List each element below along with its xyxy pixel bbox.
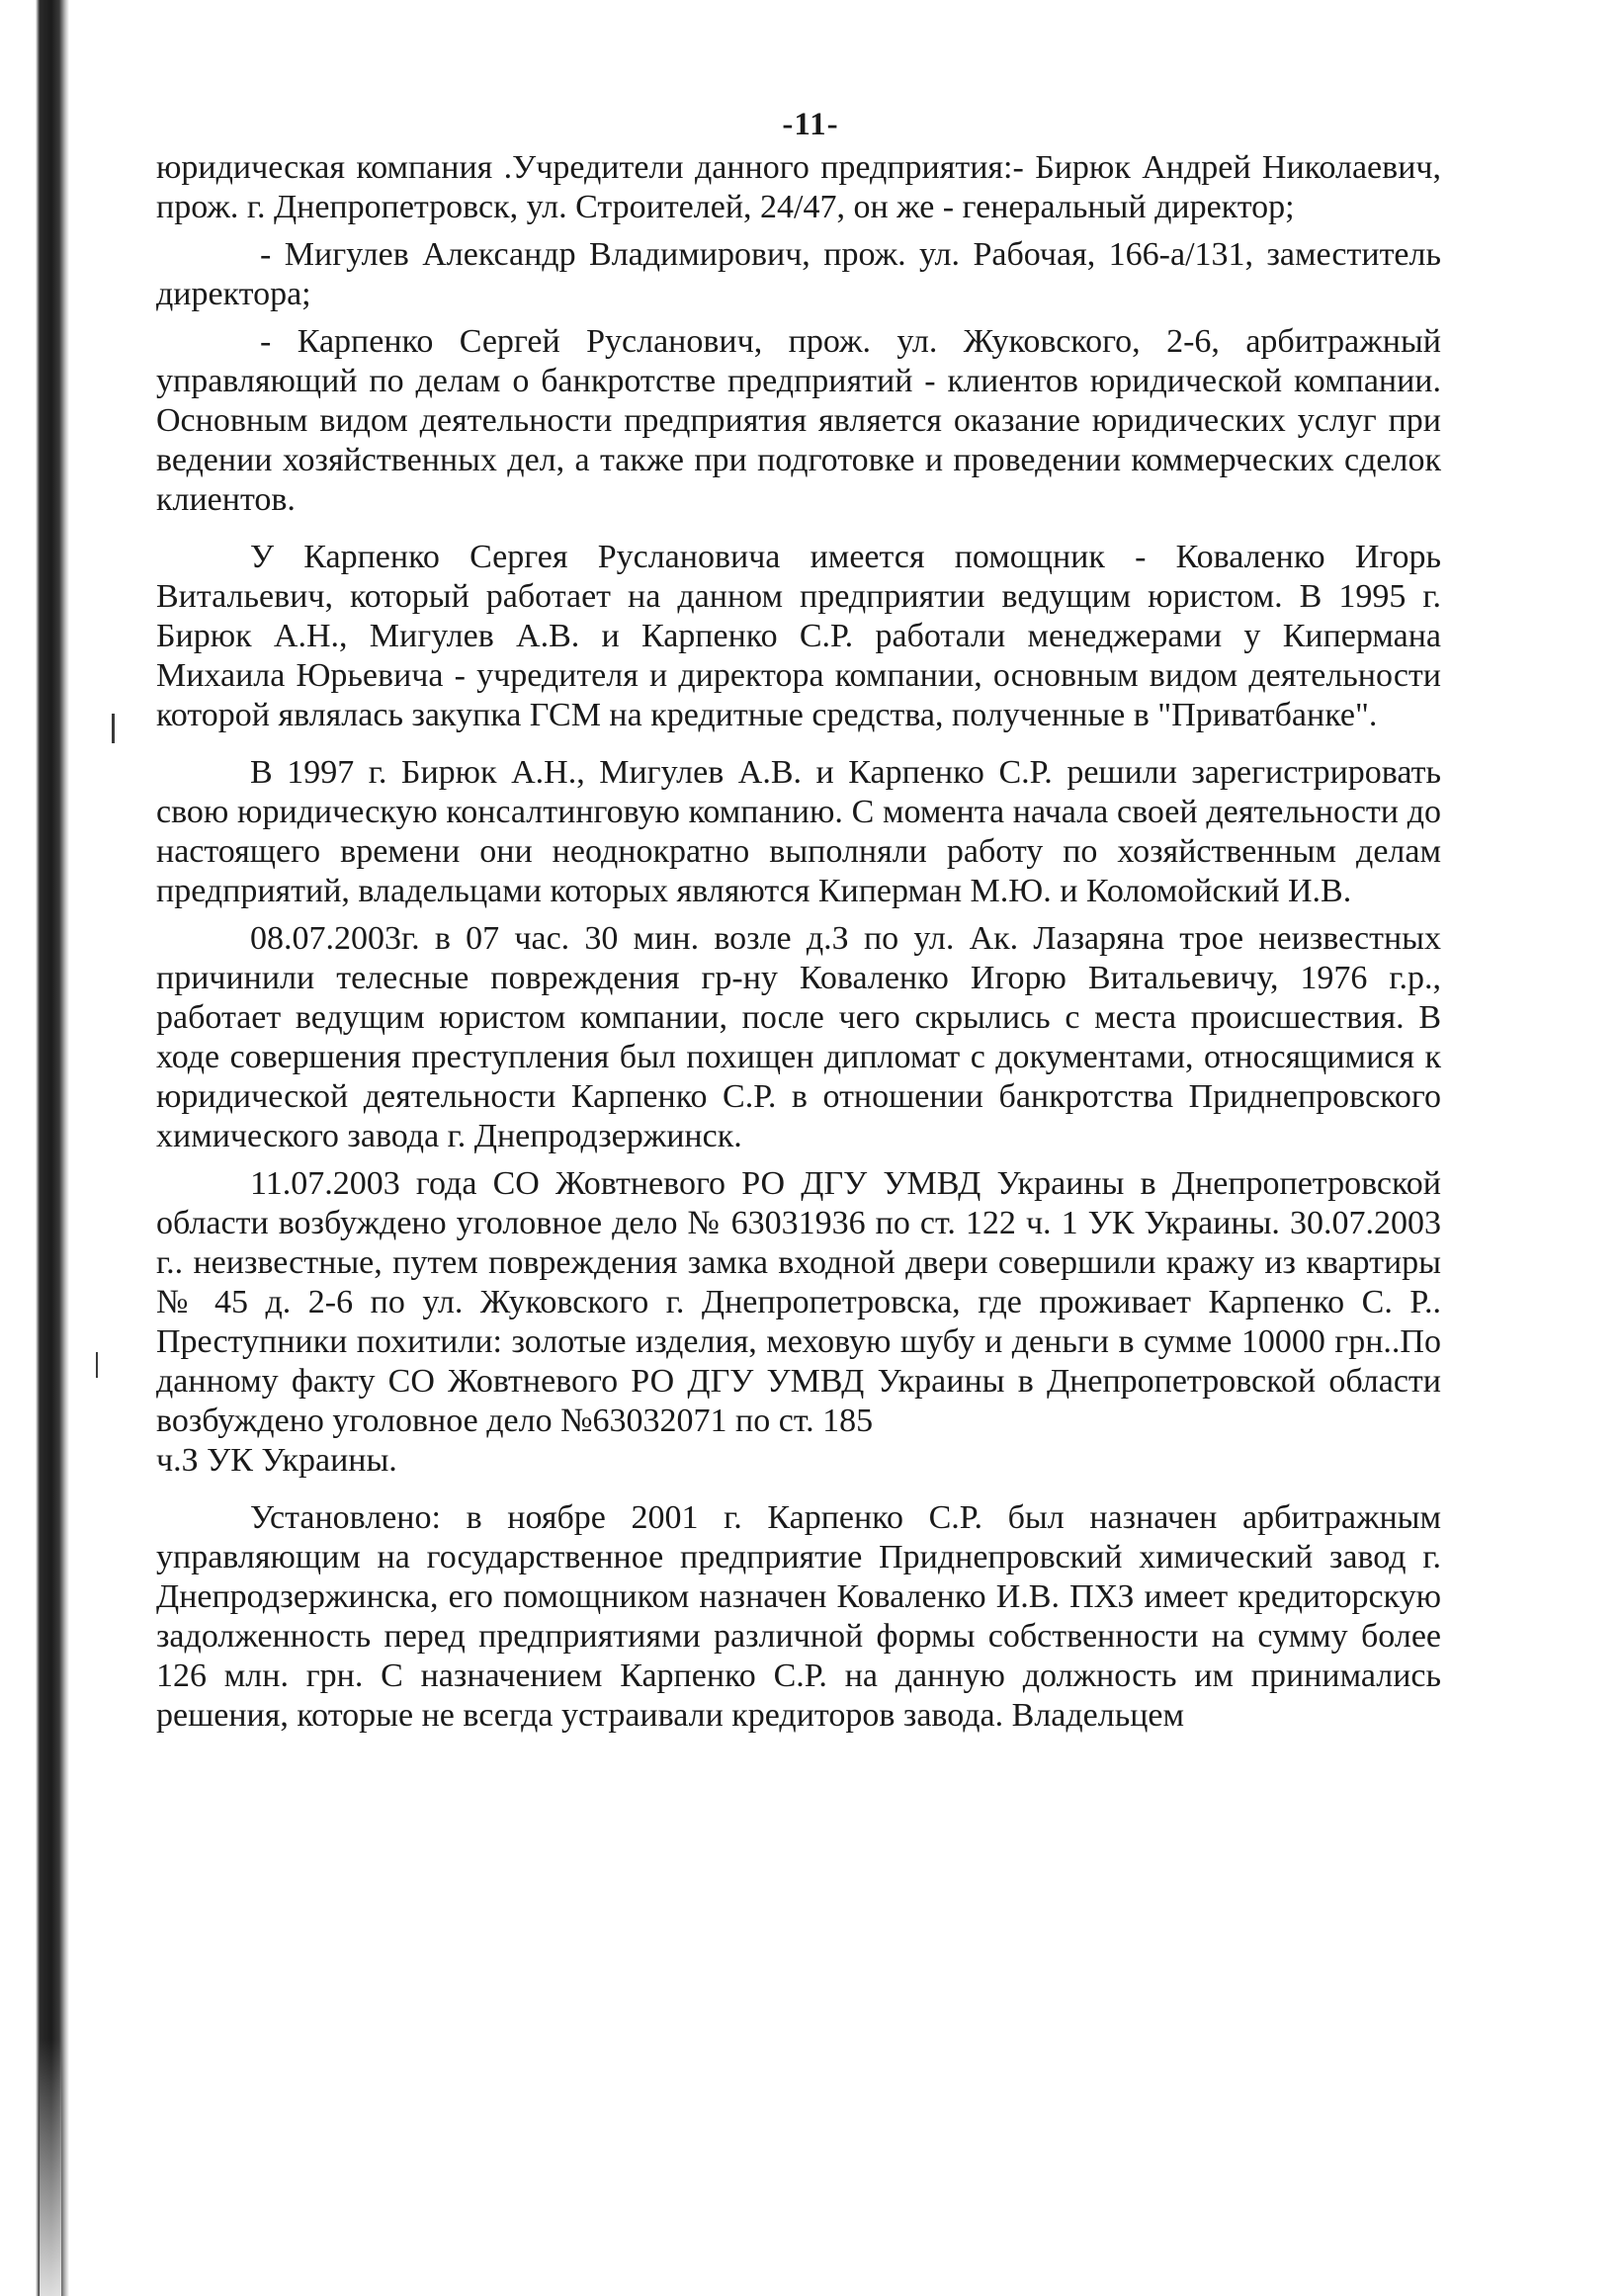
scan-binding-edge <box>0 0 69 2296</box>
margin-pen-mark <box>96 1352 98 1378</box>
margin-pen-mark <box>112 714 115 743</box>
page-number: -11- <box>782 107 839 142</box>
paragraph-established-facts: Установлено: в ноябре 2001 г. Карпенко С.Р. был назначен арбитражным управляющим на государственное предприятие Приднепровский химический завод г. Днепродзержинска, его помощником назначен Коваленко И.В. ПХЗ имеет кредиторскую задолженность перед предприятиями различной формы собственности на сумму более 126 млн. грн. С назначением Карпенко С.Р. на данную должность им принимались решения, которые не всегда устраивали кредиторов завода. Владельцем <box>156 1499 1441 1734</box>
paragraph-assault-incident: 08.07.2003г. в 07 час. 30 мин. возле д.З по ул. Ак. Лазаряна трое неизвестных причинили телесные повреждения гр-ну Коваленко Игорю Витальевичу, 1976 г.р., работает ведущим юристом компании, после чего скрылись с места происшествия. В ходе совершения преступления был похищен дипломат с документами, относящимися к юридической деятельности Карпенко С.Р. в отношении банкротства Приднепровского химического завода г. Днепродзержинск. <box>156 920 1441 1154</box>
paragraph-founders-intro: юридическая компания .Учредители данного предприятия:- Бирюк Андрей Николаевич, прож. г. Днепропетровск, ул. Строителей, 24/47, он же - генеральный директор; <box>156 149 1441 225</box>
document-body <box>156 148 1441 1736</box>
paragraph-founder-migulev: - Мигулев Александр Владимирович, прож. ул. Рабочая, 166-а/131, заместитель директора; <box>156 236 1441 312</box>
paragraph-assistant: У Карпенко Сергея Руслановича имеется помощник - Коваленко Игорь Витальевич, который работает на данном предприятии ведущим юристом. В 1995 г. Бирюк А.Н., Мигулев А.В. и Карпенко С.Р. работали менеджерами у Кипермана Михаила Юрьевича - учредителя и директора компании, основным видом деятельности которой являлась закупка ГСМ на кредитные средства, полученные в "Приватбанке". <box>156 539 1441 733</box>
paragraph-company-history: В 1997 г. Бирюк А.Н., Мигулев А.В. и Карпенко С.Р. решили зарегистрировать свою юридическую консалтинговую компанию. С момента начала своей деятельности до настоящего времени они неоднократно выполняли работу по хозяйственным делам предприятий, владельцами которых являются Киперман М.Ю. и Коломойский И.В. <box>156 754 1441 909</box>
paragraph-criminal-cases: 11.07.2003 года СО Жовтневого РО ДГУ УМВД Украины в Днепропетровской области возбуждено уголовное дело № 63031936 по ст. 122 ч. 1 УК Украины. 30.07.2003 г.. неизвестные, путем повреждения замка входной двери совершили кражу из квартиры № 45 д. 2-6 по ул. Жуковского г. Днепропетровска, где проживает Карпенко С. Р.. Преступники похитили: золотые изделия, меховую шубу и деньги в сумме 10000 грн..По данному факту СО Жовтневого РО ДГУ УМВД Украины в Днепропетровской области возбуждено уголовное дело №63032071 по ст. 185 <box>156 1165 1441 1439</box>
paragraph-founder-karpenko: - Карпенко Сергей Русланович, прож. ул. Жуковского, 2-6, арбитражный управляющий по делам о банкротстве предприятий - клиентов юридической компании. Основным видом деятельности предприятия является оказание юридических услуг при ведении хозяйственных дел, а также при подготовке и проведении коммерческих сделок клиентов. <box>156 323 1441 518</box>
paragraph-case-article: ч.З УК Украины. <box>156 1442 397 1479</box>
